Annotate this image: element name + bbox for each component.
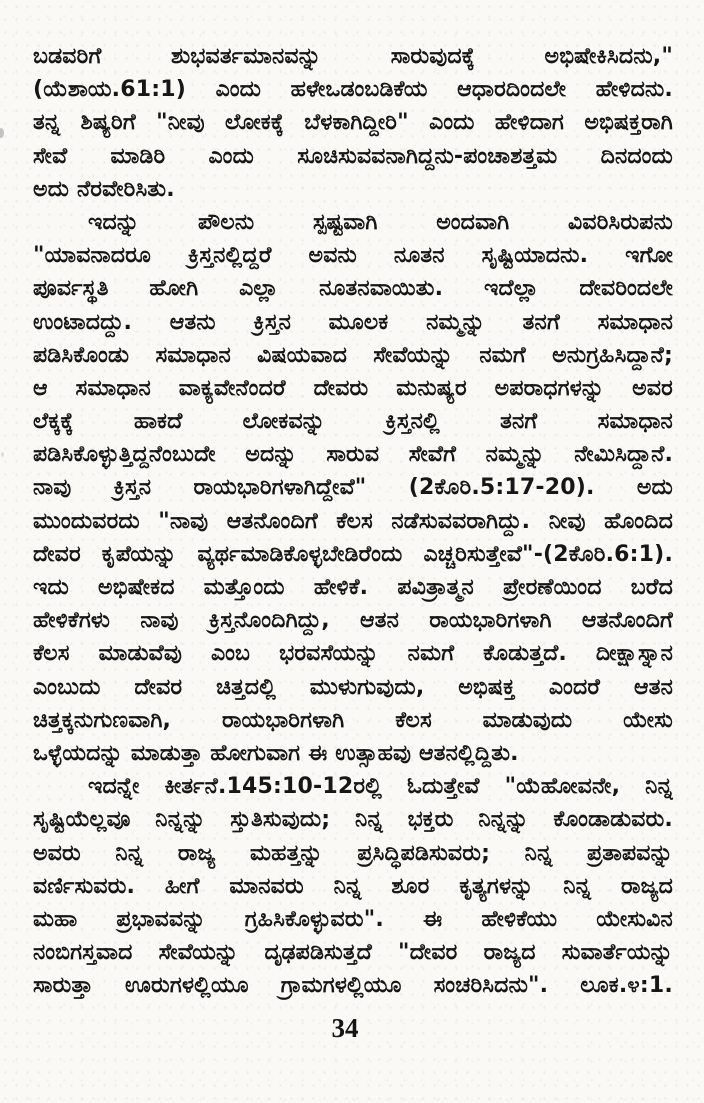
- text-line: ದೇವರ ಕೃಪೆಯನ್ನು ವ್ಯರ್ಥಮಾಡಿಕೊಳ್ಳಬೇಡಿರೆಂದು ಎಚ್ಚರಿಸುತ್ತೇವೆ"-(2ಕೊರಿ.6:1).: [33, 541, 673, 567]
- text-line: ನಾವು ಕ್ರಿಸ್ತನ ರಾಯಭಾರಿಗಳಾಗಿದ್ದೇವೆ" (2ಕೊರಿ.5:17-20). ಅದು: [33, 475, 673, 501]
- text-line: ವರ್ಣಿಸುವರು. ಹೀಗೆ ಮಾನವರು ನಿನ್ನ ಶೂರ ಕೃತ್ಯಗಳನ್ನು ನಿನ್ನ ರಾಜ್ಯದ: [33, 873, 673, 899]
- text-line: (ಯೆಶಾಯ.61:1) ಎಂದು ಹಳೇಒಡಂಬಡಿಕೆಯ ಆಧಾರದಿಂದಲೇ ಹೇಳಿದನು.: [33, 77, 673, 103]
- text-line: "ಯಾವನಾದರೂ ಕ್ರಿಸ್ತನಲ್ಲಿದ್ದರೆ ಅವನು ನೂತನ ಸೃಷ್ಟಿಯಾದನು. ಇಗೋ: [33, 243, 673, 269]
- text-line: ಲೆಕ್ಕಕ್ಕೆ ಹಾಕದೆ ಲೋಕವನ್ನು ಕ್ರಿಸ್ತನಲ್ಲಿ ತನಗೆ ಸಮಾಧಾನ: [33, 409, 673, 435]
- scan-smudge: [0, 128, 4, 138]
- text-line: ಮುಂದುವರದು "ನಾವು ಆತನೊಂದಿಗೆ ಕೆಲಸ ನಡೆಸುವವರಾಗಿದ್ದು. ನೀವು ಹೊಂದಿದ: [33, 508, 673, 534]
- text-line: ಪಡಿಸಿಕೊಳ್ಳುತ್ತಿದ್ದನೆಂಬುದೇ ಅದನ್ನು ಸಾರುವ ಸೇವೆಗೆ ನಮ್ಮನ್ನು ನೇಮಿಸಿದ್ದಾನೆ.: [33, 442, 673, 468]
- body-text: [33, 40, 673, 1002]
- text-line: ತನ್ನ ಶಿಷ್ಯರಿಗೆ "ನೀವು ಲೋಕಕ್ಕೆ ಬೆಳಕಾಗಿದ್ದೀರಿ" ಎಂದು ಹೇಳಿದಾಗ ಅಭಿಷಕ್ತರಾಗಿ: [33, 110, 673, 136]
- text-line: ಎಂಬುದು ದೇವರ ಚಿತ್ತದಲ್ಲಿ ಮುಳುಗುವುದು, ಅಭಿಷಕ್ತ ಎಂದರೆ ಆತನ: [33, 674, 673, 700]
- text-line: ಉಂಟಾದದ್ದು. ಆತನು ಕ್ರಿಸ್ತನ ಮೂಲಕ ನಮ್ಮನ್ನು ತನಗೆ ಸಮಾಧಾನ: [33, 309, 673, 335]
- text-line: ಸೃಷ್ಟಿಯೆಲ್ಲವೂ ನಿನ್ನನ್ನು ಸ್ತುತಿಸುವುದು; ನಿನ್ನ ಭಕ್ತರು ನಿನ್ನನ್ನು ಕೊಂಡಾಡುವರು.: [33, 807, 673, 833]
- text-line: ಸೇವೆ ಮಾಡಿರಿ ಎಂದು ಸೂಚಿಸುವವನಾಗಿದ್ದನು-ಪಂಚಾಶತ್ತಮ ದಿನದಂದು: [33, 143, 673, 169]
- text-line: ಚಿತ್ತಕ್ಕನುಗುಣವಾಗಿ, ರಾಯಭಾರಿಗಳಾಗಿ ಕೆಲಸ ಮಾಡುವುದು ಯೇಸು: [33, 707, 673, 733]
- paragraph: [33, 206, 673, 770]
- text-line: ಕೆಲಸ ಮಾಡುವೆವು ಎಂಬ ಭರವಸೆಯನ್ನು ನಮಗೆ ಕೊಡುತ್ತದೆ. ದೀಕ್ಷಾಸ್ನಾನ: [33, 641, 673, 667]
- text-line: ನಂಬಿಗಸ್ತವಾದ ಸೇವೆಯನ್ನು ದೃಢಪಡಿಸುತ್ತದೆ "ದೇವರ ರಾಜ್ಯದ ಸುವಾರ್ತೆಯನ್ನು: [33, 940, 673, 966]
- text-line: ಇದನ್ನು ಪೌಲನು ಸ್ಪಷ್ಟವಾಗಿ ಅಂದವಾಗಿ ವಿವರಿಸಿರುಪನು: [88, 209, 673, 235]
- text-line: ಪಡಿಸಿಕೊಂಡು ಸಮಾಧಾನ ವಿಷಯವಾದ ಸೇವೆಯನ್ನು ನಮಗೆ ಅನುಗ್ರಹಿಸಿದ್ದಾನೆ;: [33, 342, 673, 368]
- text-line: ಆ ಸಮಾಧಾನ ವಾಕ್ಯವೇನೆಂದರೆ ದೇವರು ಮನುಷ್ಯರ ಅಪರಾಧಗಳನ್ನು ಅವರ: [33, 375, 673, 401]
- text-line: ಇದು ಅಭಿಷೇಕದ ಮತ್ತೊಂದು ಹೇಳಿಕೆ. ಪವಿತ್ರಾತ್ಮನ ಪ್ರೇರಣೆಯಿಂದ ಬರೆದ: [33, 575, 673, 600]
- text-line: ಸಾರುತ್ತಾ ಊರುಗಳಲ್ಲಿಯೂ ಗ್ರಾಮಗಳಲ್ಲಿಯೂ ಸಂಚರಿಸಿದನು". ಲೂಕ.೪:1.: [33, 973, 673, 999]
- paragraph: [33, 40, 673, 206]
- text-line: ಬಡವರಿಗೆ ಶುಭವರ್ತಮಾನವನ್ನು ಸಾರುವುದಕ್ಕೆ ಅಭಿಷೇಕಿಸಿದನು,": [33, 44, 673, 69]
- page-number: 34: [331, 1013, 359, 1043]
- scan-smudge: [1, 452, 4, 457]
- text-line: ಅವರು ನಿನ್ನ ರಾಜ್ಯ ಮಹತ್ತನ್ನು ಪ್ರಸಿದ್ಧಿಪಡಿಸುವರು; ನಿನ್ನ ಪ್ರತಾಪವನ್ನು: [33, 840, 673, 866]
- text-line: ಹೇಳಿಕೆಗಳು ನಾವು ಕ್ರಿಸ್ತನೊಂದಿಗಿದ್ದು, ಆತನ ರಾಯಭಾರಿಗಳಾಗಿ ಆತನೊಂದಿಗೆ: [33, 608, 673, 634]
- text-line: ಇದನ್ನೇ ಕೀರ್ತನೆ.145:10-12ರಲ್ಲಿ ಓದುತ್ತೇವೆ "ಯೆಹೋವನೇ, ನಿನ್ನ: [88, 774, 673, 800]
- text-line: ಒಳ್ಳೆಯದನ್ನು ಮಾಡುತ್ತಾ ಹೋಗುವಾಗ ಈ ಉತ್ಸಾಹವು ಆತನಲ್ಲಿದ್ದಿತು.: [33, 740, 519, 766]
- paragraph: [33, 770, 673, 1002]
- text-line: ಮಹಾ ಪ್ರಭಾವವನ್ನು ಗ್ರಹಿಸಿಕೊಳ್ಳುವರು". ಈ ಹೇಳಿಕೆಯು ಯೇಸುವಿನ: [33, 906, 673, 932]
- text-line: ಅದು ನೆರವೇರಿಸಿತು.: [33, 176, 175, 202]
- text-line: ಪೂರ್ವಸ್ಥತಿ ಹೋಗಿ ಎಲ್ಲಾ ನೂತನವಾಯಿತು. ಇದೆಲ್ಲಾ ದೇವರಿಂದಲೇ: [33, 276, 673, 302]
